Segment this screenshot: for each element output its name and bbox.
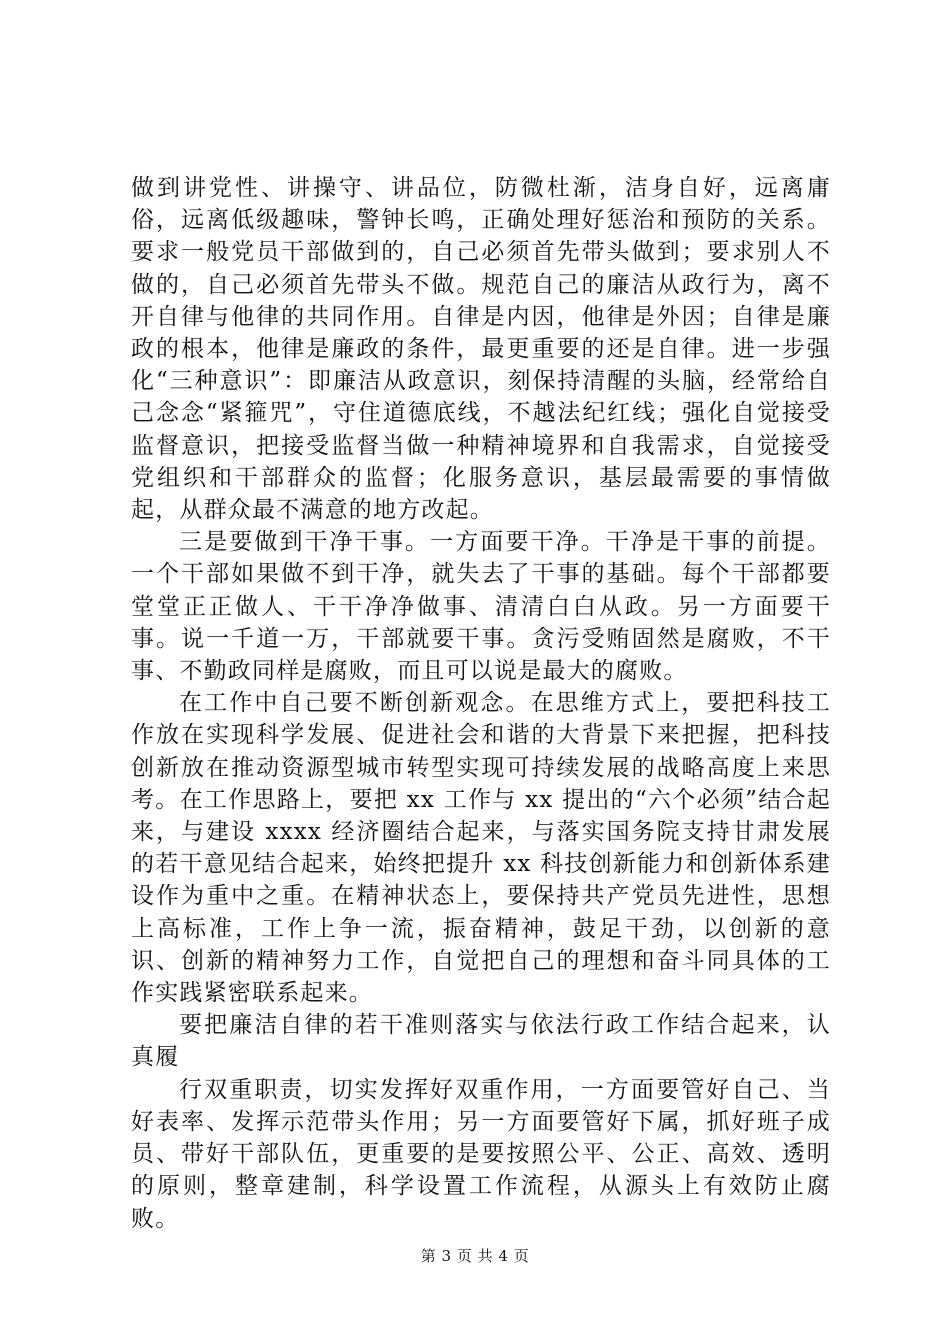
paragraph-2: 三是要做到干净干事。一方面要干净。干净是干事的前提。一个干部如果做不到干净，就失去了干事的基础。每个干部都要堂堂正正做人、干干净净做事、清清白白从政。另一方面要干事。说一千道一万，干部就要干事。贪污受贿固然是腐败，不干事、不勤政同样是腐败，而且可以说是最大的腐败。: [131, 529, 831, 685]
paragraph-5: 行双重职责，切实发挥好双重作用，一方面要管好自己、当好表率、发挥示范带头作用；另一方面要管好下属，抓好班子成员、带好干部队伍，更重要的是要按照公平、公正、高效、透明的原则，整章建制，科学设置工作流程，从源头上有效防止腐败。: [131, 1076, 831, 1232]
paragraph-4: 要把廉洁自律的若干准则落实与依法行政工作结合起来，认真履: [131, 1012, 831, 1071]
paragraph-1: 做到讲党性、讲操守、讲品位，防微杜渐，洁身自好，远离庸俗，远离低级趣味，警钟长鸣，正确处理好惩治和预防的关系。要求一般党员干部做到的，自己必须首先带头做到；要求别人不做的，自己必须首先带头不做。规范自己的廉洁从政行为，离不开自律与他律的共同作用。自律是内因，他律是外因；自律是廉政的根本，他律是廉政的条件，最更重要的还是自律。进一步强化“三种意识”：即廉洁从政意识，刻保持清醒的头脑，经常给自己念念“紧箍咒”，守住道德底线，不越法纪红线；强化自觉接受监督意识，把接受监督当做一种精神境界和自我需求，自觉接受党组织和干部群众的监督；化服务意识，基层最需要的事情做起，从群众最不满意的地方改起。: [131, 175, 831, 524]
document-body: [131, 172, 831, 1235]
paragraph-3: 在工作中自己要不断创新观念。在思维方式上，要把科技工作放在实现科学发展、促进社会和谐的大背景下来把握，把科技创新放在推动资源型城市转型实现可持续发展的战略高度上来思考。在工作思路上，要把 xx 工作与 xx 提出的“六个必须”结合起来，与建设 xxxx 经济圈结合起来，与落实国务院支持甘肃发展的若干意见结合起来，始终把提升 xx 科技创新能力和创新体系建设作为重中之重。在精神状态上，要保持共产党员先进性，思想上高标准，工作上争一流，振奋精神，鼓足干劲，以创新的意识、创新的精神努力工作，自觉把自己的理想和奋斗同具体的工作实践紧密联系起来。: [131, 690, 831, 1007]
page-footer: 第 3 页 共 4 页: [420, 1247, 530, 1265]
